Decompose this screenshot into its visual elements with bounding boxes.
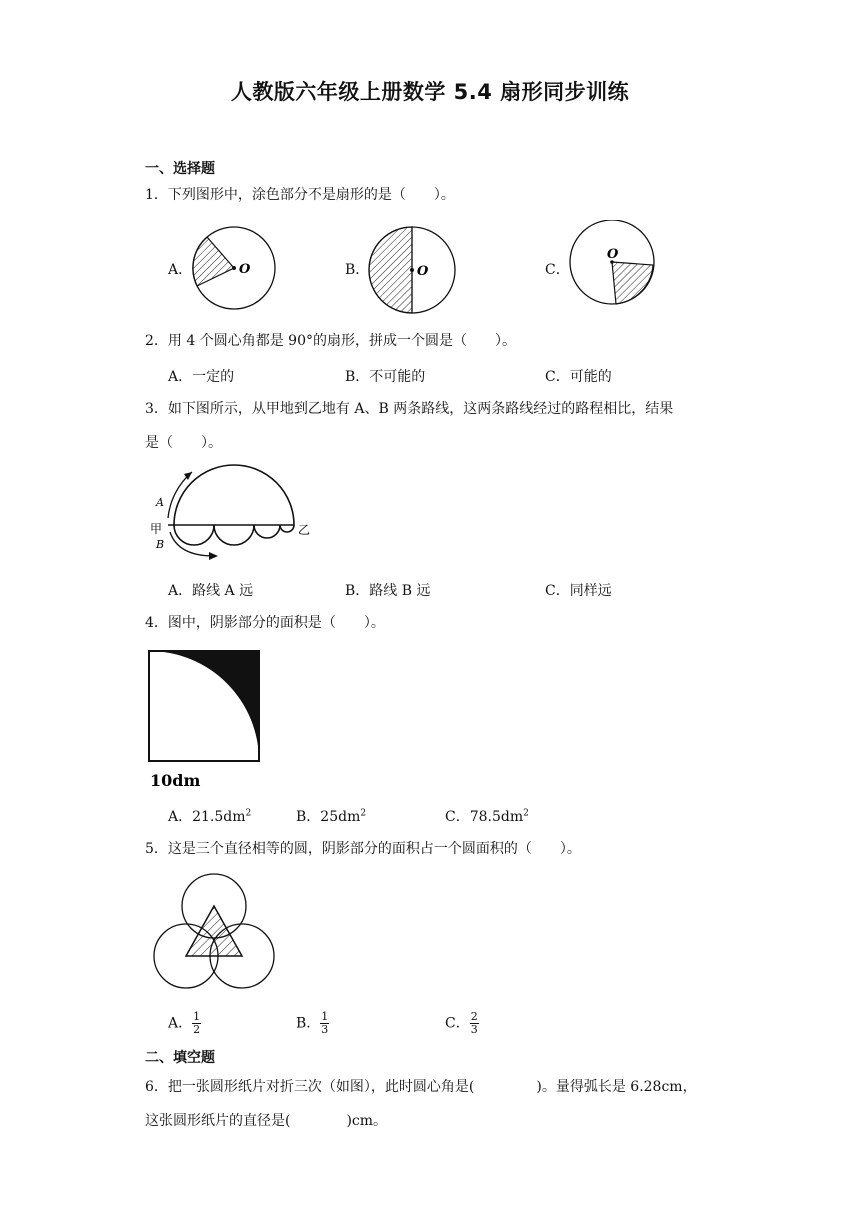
- section-heading-choice: 一、选择题: [145, 161, 215, 177]
- q3-label-a: A: [156, 496, 164, 509]
- q1-option-c-label: C．: [545, 262, 570, 278]
- q3-option-a: A．路线 A 远: [168, 583, 254, 599]
- q1-a-center-label: O: [239, 262, 251, 277]
- q5-option-c: C． $\frac{2}{3}$: [445, 1010, 478, 1036]
- q3-option-c: C．同样远: [545, 583, 612, 599]
- q3-route-figure: [148, 460, 318, 568]
- q4-figure-label: 10dm: [150, 771, 201, 790]
- q1-figure-c: [568, 220, 660, 308]
- section-heading-fill: 二、填空题: [145, 1050, 215, 1066]
- question-5-text: 5．这是三个直径相等的圆，阴影部分的面积占一个圆面积的（ ）。: [145, 841, 581, 857]
- q1-figure-b: [368, 224, 460, 316]
- question-6-text-line1: 6．把一张圆形纸片对折三次（如图），此时圆心角是( )。量得弧长是 6.28cm，: [145, 1079, 697, 1095]
- q1-option-a-label: A．: [168, 262, 193, 278]
- question-1-text: 1．下列图形中，涂色部分不是扇形的是（ ）。: [145, 187, 455, 203]
- q2-option-a: A．一定的: [168, 369, 235, 385]
- q4-square-figure: [146, 648, 264, 792]
- q3-label-b: B: [156, 538, 165, 551]
- q2-option-c: C．可能的: [545, 369, 612, 385]
- q1-c-center-label: O: [607, 247, 619, 262]
- question-3-text-line2: 是（ ）。: [145, 435, 222, 451]
- q2-option-b: B．不可能的: [345, 369, 426, 385]
- q5-option-b: B． $\frac{1}{3}$: [296, 1010, 329, 1036]
- q5-three-circles-figure: [150, 870, 278, 992]
- q4-option-a: A．$21.5dm^2$: [168, 808, 252, 825]
- question-4-text: 4．图中，阴影部分的面积是（ ）。: [145, 615, 385, 631]
- page-title: 人教版六年级上册数学 5.4 扇形同步训练: [230, 80, 630, 104]
- q4-option-c: C．$78.5dm^2$: [445, 808, 529, 825]
- q4-option-b: B．$25dm^2$: [296, 808, 367, 825]
- question-2-text: 2．用 4 个圆心角都是 90°的扇形，拼成一个圆是（ ）。: [145, 333, 516, 349]
- question-3-text-line1: 3．如下图所示，从甲地到乙地有 A、B 两条路线，这两条路线经过的路程相比，结果: [145, 401, 674, 417]
- q1-option-b-label: B．: [345, 262, 370, 278]
- q3-label-start: 甲: [150, 522, 163, 536]
- q3-option-b: B．路线 B 远: [345, 583, 431, 599]
- q3-label-end: 乙: [298, 523, 311, 537]
- question-6-text-line2: 这张圆形纸片的直径是( )cm。: [145, 1113, 388, 1129]
- q5-option-a: A． $\frac{1}{2}$: [168, 1010, 201, 1036]
- q1-b-center-label: O: [417, 264, 429, 279]
- q1-figure-a: [188, 224, 280, 312]
